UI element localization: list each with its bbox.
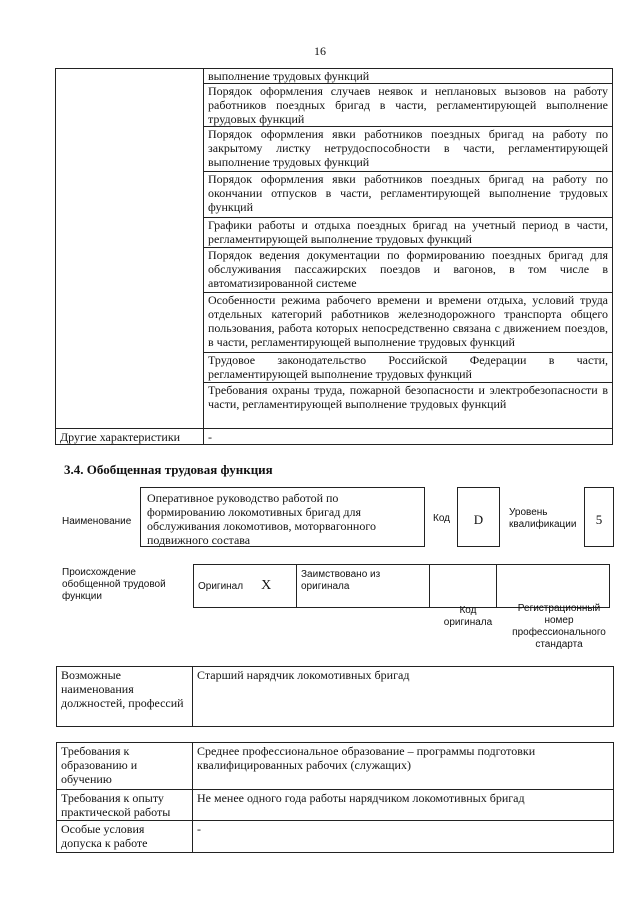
borrowed-label: Заимствовано из оригинала [297, 565, 430, 608]
labor-action-row: Требования охраны труда, пожарной безопасности и электробезопасности в части, регламентирующей выполнение трудовых функций [204, 383, 613, 429]
positions-label: Возможные наименования должностей, профессий [57, 667, 193, 727]
code-label: Код [433, 513, 451, 524]
original-cell [194, 565, 297, 608]
labor-action-row: Трудовое законодательство Российской Федерации в части, регламентирующей выполнение трудовых функций [204, 353, 613, 383]
experience-label: Требования к опыту практической работы [57, 790, 193, 821]
label-cell-empty [56, 69, 204, 429]
requirements-table [56, 742, 614, 853]
level-label: Уровень квалификации [509, 507, 577, 530]
code-value-box: D [457, 487, 500, 547]
education-value: Среднее профессиональное образование – программы подготовки квалифицированных рабочих (служащих) [193, 743, 614, 790]
section-title: 3.4. Обобщенная трудовая функция [64, 462, 273, 477]
education-label: Требования к образованию и обучению [57, 743, 193, 790]
labor-action-row: Графики работы и отдыха поездных бригад на учетный период в части, регламентирующей выполнение трудовых функций [204, 218, 613, 248]
registration-number-cell [497, 565, 610, 608]
labor-action-row: Порядок оформления случаев неявок и неплановых вызовов на работу работников поездных бригад в части, регламентирующей выполнение трудовых функций [204, 84, 613, 127]
admission-conditions-value: - [193, 821, 614, 853]
labor-action-row: Особенности режима рабочего времени и времени отдыха, условий труда отдельных категорий работников железнодорожного транспорта общего пользования, работа которых непосредственно связана с движением поездов, в части, регламентирующей выполнение трудовых функций [204, 293, 613, 353]
admission-conditions-label: Особые условия допуска к работе [57, 821, 193, 853]
level-value-box: 5 [584, 487, 614, 547]
labor-action-row: Порядок оформления явки работников поездных бригад на работу по окончании отпусков в части, регламентирующей выполнение трудовых функций [204, 172, 613, 218]
function-name-box: Оперативное руководство работой по формированию локомотивных бригад для обслуживания локомотивов, моторвагонного подвижного состава [140, 487, 425, 547]
other-characteristics-label: Другие характеристики [56, 429, 204, 445]
original-mark: X [261, 577, 272, 593]
original-code-caption: Код оригинала [443, 605, 493, 628]
original-code-cell [430, 565, 497, 608]
original-label: Оригинал [198, 580, 244, 592]
labor-actions-table [55, 68, 613, 445]
origin-label: Происхождение обобщенной трудовой функции [62, 567, 166, 602]
experience-value: Не менее одного года работы нарядчиком локомотивных бригад [193, 790, 614, 821]
labor-action-row: Порядок ведения документации по формированию поездных бригад для обслуживания пассажирских поездов и вагонов, в том числе в автоматизированной системе [204, 248, 613, 293]
other-characteristics-value: - [204, 429, 613, 445]
page-number: 16 [314, 44, 326, 58]
name-label: Наименование [62, 516, 132, 527]
labor-action-row: выполнение трудовых функций [204, 69, 613, 84]
registration-number-caption: Регистрационный номер профессионального стандарта [512, 603, 606, 650]
positions-table [56, 666, 614, 727]
labor-action-row: Порядок оформления явки работников поездных бригад на работу по закрытому листку нетрудоспособности в части, регламентирующей выполнение трудовых функций [204, 127, 613, 172]
positions-value: Старший нарядчик локомотивных бригад [193, 667, 614, 727]
origin-table [193, 564, 610, 608]
